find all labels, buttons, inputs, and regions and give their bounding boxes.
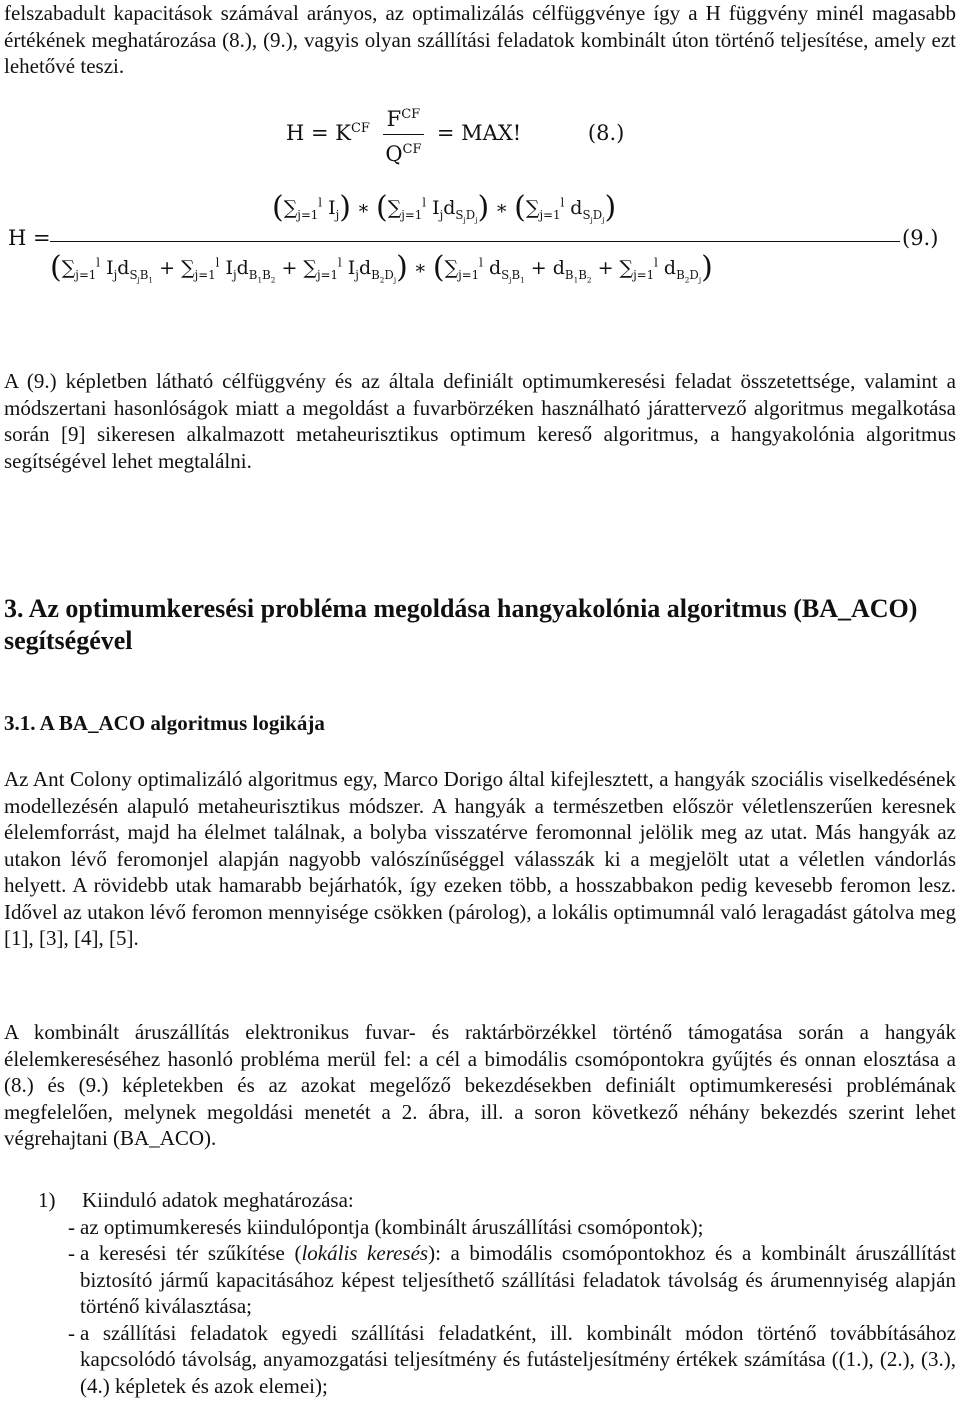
list-dash: -: [68, 1214, 75, 1239]
list-dash: -: [68, 1320, 75, 1345]
eq9-fraction-bar: [50, 241, 900, 242]
eq8-fraction: $\frac{F^{CF}}{Q^{CF}}$: [383, 100, 425, 169]
sub-list-item: [4, 1240, 956, 1320]
eq8-tag: (8.): [587, 121, 625, 145]
sub-item-text: a keresési tér szűkítése (lokális keresés): a bimodális csomópontokhoz és a kombinált áruszállítást biztosító jármű kapacitásához képest teljesíthető szállítási feladatok távolság és árumennyiség alapján történő kiválasztása;: [80, 1241, 956, 1318]
eq9-lhs: H =: [8, 226, 51, 250]
eq8-lhs: $H = K^{CF}$: [286, 121, 370, 145]
sub-item-text: a szállítási feladatok egyedi szállítási feladatként, ill. kombinált módon történő továbbításához kapcsolódó távolság, anyamozgatási teljesítmény és futásteljesítmény értékek számítása ((1.), (2.), (3.), (4.) képletek és azok elemei);: [80, 1320, 956, 1398]
equation-8: [286, 100, 624, 169]
intro-paragraph: felszabadult kapacitások számával arányos, az optimalizálás célfüggvénye így a H függvény minél magasabb értékének meghatározása (8.), (9.), vagyis olyan szállítási feladatok kombinált úton történő teljesítése, amely ezt lehetővé teszi.: [4, 1, 956, 78]
list-item-label: Kiinduló adatok meghatározása:: [82, 1188, 354, 1212]
subsection-heading-3-1: 3.1. A BA_ACO algoritmus logikája: [4, 711, 325, 735]
step-list: [4, 1187, 956, 1399]
section-heading-3: 3. Az optimumkeresési probléma megoldása hangyakolónia algoritmus (BA_ACO) segítségével: [4, 594, 918, 655]
aco-paragraph: Az Ant Colony optimalizáló algoritmus egy, Marco Dorigo által kifejlesztett, a hangyák szociális viselkedésének modellezésén alapuló metaheurisztikus módszer. A hangyák a természetben először véletlenszerűen keresnek élelemforrást, majd ha élelmet találnak, a bolyba visszatérve feromonnal jelölik meg az utat. Más hangyák az utakon lévő feromonjel alapján nagyobb valószínűséggel válasszák ki a megjelölt utat a véletlen vándorlás helyett. A rövidebb utak hamarabb bejárhatók, így ezeken több, a hosszabbakon pedig kevesebb feromon lesz. Idővel az utakon lévő feromon mennyisége csökken (párolog), a lokális optimumnál való leragadást gátolva meg [1], [3], [4], [5].: [4, 767, 956, 950]
eq9-numerator: ($\sum_{j=1}^l$ $I_j$) ∗ ($\sum_{j=1}^l$ $I_jd_{S_jD_j}$) ∗ ($\sum_{j=1}^l$ $d_{S_jD_j}$): [272, 190, 617, 225]
eq8-rhs: = MAX!: [436, 121, 522, 145]
sub-list-item: [4, 1320, 956, 1400]
list-item: [4, 1187, 956, 1214]
combined-transport-paragraph: A kombinált áruszállítás elektronikus fuvar- és raktárbörzékkel történő támogatása során a hangyák élelemkereséséhez hasonló probléma merül fel: a cél a bimodális csomópontokra gyűjtés és onnan elosztása a (8.) és (9.) képletekben és az azokat megelőző bekezdésekben definiált optimumkeresési problémának megfelelően, melynek megoldási menetét a 2. ábra, ill. a soron következő néhány bekezdés szerint lehet végrehajtani (BA_ACO).: [4, 1020, 956, 1150]
list-dash: -: [68, 1241, 75, 1265]
sub-item-text: az optimumkeresés kiindulópontja (kombinált áruszállítási csomópontok);: [80, 1214, 704, 1239]
eq9-tag: (9.): [902, 226, 939, 250]
sub-list-item: [4, 1214, 956, 1241]
eq9-denominator: ($\sum_{j=1}^l$ $I_jd_{S_jB_1} + \sum_{j=1}^l$ $I_jd_{B_1B_2} + \sum_{j=1}^l$ $I_jd_{B_2D_j}$) ∗ ($\sum_{j=1}^l$ $d_{S_jB_1} + d_{B_1B_2} + \sum_{j=1}^l$ $d_{B_2D_j}$): [50, 250, 713, 285]
explanation-paragraph: A (9.) képletben látható célfüggvény és az általa definiált optimumkeresési feladat összetettsége, valamint a módszertani hasonlóságok miatt a megoldást a fuvarbörzéken használható járattervező algoritmus megalkotása során [9] sikeresen alkalmazott metaheurisztikus optimum kereső algoritmus, a hangyakolónia algoritmus segítségével lehet megtalálni.: [4, 369, 956, 473]
list-item-number: 1): [38, 1188, 56, 1212]
